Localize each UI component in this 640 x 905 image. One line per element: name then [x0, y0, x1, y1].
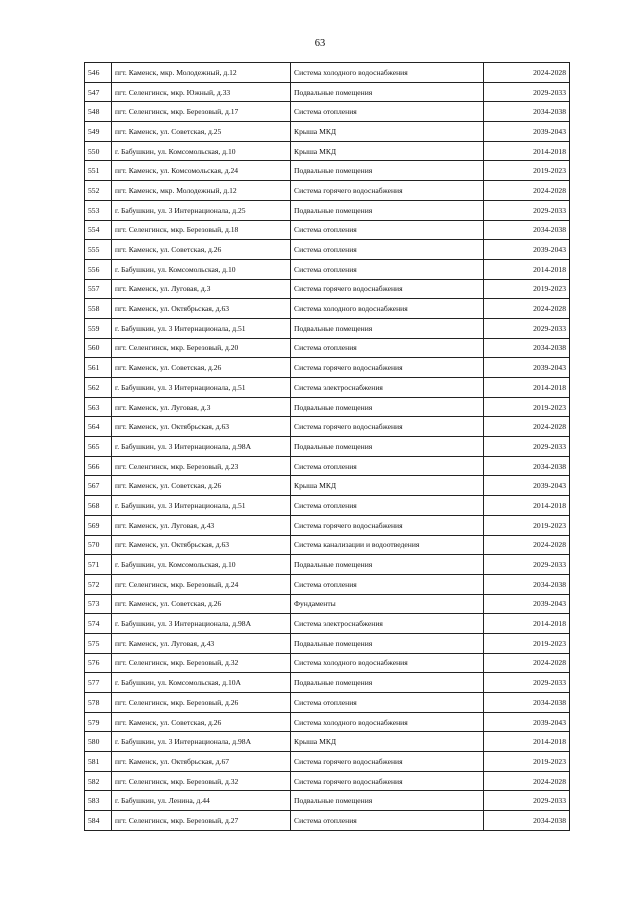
period-cell: 2024-2028 — [484, 653, 570, 673]
system-cell: Подвальные помещения — [291, 397, 484, 417]
period-cell: 2034-2038 — [484, 574, 570, 594]
address-cell: пгт. Селенгинск, мкр. Березовый, д.26 — [112, 693, 291, 713]
address-cell: пгт. Каменск, ул. Советская, д.26 — [112, 476, 291, 496]
table-row — [85, 63, 570, 83]
system-cell: Система холодного водоснабжения — [291, 653, 484, 673]
address-cell: пгт. Каменск, ул. Советская, д.25 — [112, 122, 291, 142]
system-cell: Система холодного водоснабжения — [291, 299, 484, 319]
table-row — [85, 259, 570, 279]
system-cell: Подвальные помещения — [291, 318, 484, 338]
table-row — [85, 397, 570, 417]
row-number: 550 — [85, 141, 112, 161]
row-number: 555 — [85, 240, 112, 260]
address-cell: пгт. Каменск, мкр. Молодежный, д.12 — [112, 63, 291, 83]
row-number: 559 — [85, 318, 112, 338]
address-cell: пгт. Каменск, ул. Луговая, д.3 — [112, 279, 291, 299]
address-cell: пгт. Селенгинск, мкр. Березовый, д.32 — [112, 771, 291, 791]
period-cell: 2014-2018 — [484, 496, 570, 516]
address-cell: пгт. Каменск, ул. Луговая, д.43 — [112, 633, 291, 653]
period-cell: 2019-2023 — [484, 752, 570, 772]
system-cell: Подвальные помещения — [291, 437, 484, 457]
address-cell: пгт. Каменск, ул. Советская, д.26 — [112, 358, 291, 378]
table-row — [85, 437, 570, 457]
table-row — [85, 240, 570, 260]
period-cell: 2029-2033 — [484, 200, 570, 220]
table-row — [85, 633, 570, 653]
table-row — [85, 82, 570, 102]
table-row — [85, 732, 570, 752]
period-cell: 2014-2018 — [484, 259, 570, 279]
table-row — [85, 161, 570, 181]
table-row — [85, 417, 570, 437]
row-number: 569 — [85, 515, 112, 535]
system-cell: Система электроснабжения — [291, 378, 484, 398]
system-cell: Система холодного водоснабжения — [291, 712, 484, 732]
row-number: 557 — [85, 279, 112, 299]
row-number: 564 — [85, 417, 112, 437]
row-number: 576 — [85, 653, 112, 673]
table-row — [85, 299, 570, 319]
table-row — [85, 358, 570, 378]
system-cell: Подвальные помещения — [291, 791, 484, 811]
period-cell: 2029-2033 — [484, 82, 570, 102]
row-number: 549 — [85, 122, 112, 142]
table-row — [85, 122, 570, 142]
address-cell: г. Бабушкин, ул. Комсомольская, д.10 — [112, 555, 291, 575]
address-cell: пгт. Каменск, ул. Октябрьская, д.63 — [112, 417, 291, 437]
system-cell: Система отопления — [291, 338, 484, 358]
system-cell: Система отопления — [291, 259, 484, 279]
row-number: 563 — [85, 397, 112, 417]
period-cell: 2014-2018 — [484, 614, 570, 634]
system-cell: Подвальные помещения — [291, 161, 484, 181]
period-cell: 2014-2018 — [484, 378, 570, 398]
address-cell: пгт. Каменск, ул. Октябрьская, д.67 — [112, 752, 291, 772]
address-cell: пгт. Селенгинск, мкр. Березовый, д.27 — [112, 811, 291, 831]
address-cell: пгт. Каменск, ул. Советская, д.26 — [112, 240, 291, 260]
system-cell: Крыша МКД — [291, 141, 484, 161]
system-cell: Система горячего водоснабжения — [291, 279, 484, 299]
table-row — [85, 279, 570, 299]
system-cell: Крыша МКД — [291, 476, 484, 496]
table-row — [85, 515, 570, 535]
system-cell: Система горячего водоснабжения — [291, 515, 484, 535]
table-row — [85, 476, 570, 496]
period-cell: 2014-2018 — [484, 732, 570, 752]
row-number: 584 — [85, 811, 112, 831]
period-cell: 2014-2018 — [484, 141, 570, 161]
row-number: 582 — [85, 771, 112, 791]
row-number: 548 — [85, 102, 112, 122]
address-cell: пгт. Селенгинск, мкр. Березовый, д.32 — [112, 653, 291, 673]
table-row — [85, 496, 570, 516]
table-row — [85, 338, 570, 358]
table-row — [85, 693, 570, 713]
period-cell: 2034-2038 — [484, 811, 570, 831]
address-cell: пгт. Селенгинск, мкр. Березовый, д.18 — [112, 220, 291, 240]
address-cell: пгт. Каменск, ул. Комсомольская, д.24 — [112, 161, 291, 181]
row-number: 572 — [85, 574, 112, 594]
table-row — [85, 535, 570, 555]
address-cell: г. Бабушкин, ул. 3 Интернационала, д.25 — [112, 200, 291, 220]
system-cell: Система горячего водоснабжения — [291, 752, 484, 772]
period-cell: 2039-2043 — [484, 712, 570, 732]
system-cell: Система отопления — [291, 240, 484, 260]
address-cell: пгт. Селенгинск, мкр. Березовый, д.23 — [112, 456, 291, 476]
period-cell: 2024-2028 — [484, 63, 570, 83]
address-cell: пгт. Селенгинск, мкр. Березовый, д.20 — [112, 338, 291, 358]
table-row — [85, 318, 570, 338]
system-cell: Крыша МКД — [291, 122, 484, 142]
row-number: 583 — [85, 791, 112, 811]
table-row — [85, 574, 570, 594]
table-row — [85, 614, 570, 634]
system-cell: Крыша МКД — [291, 732, 484, 752]
system-cell: Система отопления — [291, 693, 484, 713]
row-number: 565 — [85, 437, 112, 457]
address-cell: г. Бабушкин, ул. Комсомольская, д.10А — [112, 673, 291, 693]
address-cell: г. Бабушкин, ул. 3 Интернационала, д.51 — [112, 378, 291, 398]
period-cell: 2024-2028 — [484, 417, 570, 437]
period-cell: 2019-2023 — [484, 161, 570, 181]
row-number: 562 — [85, 378, 112, 398]
address-cell: пгт. Селенгинск, мкр. Березовый, д.24 — [112, 574, 291, 594]
row-number: 551 — [85, 161, 112, 181]
address-cell: г. Бабушкин, ул. 3 Интернационала, д.98А — [112, 732, 291, 752]
address-cell: пгт. Каменск, ул. Советская, д.26 — [112, 712, 291, 732]
period-cell: 2019-2023 — [484, 633, 570, 653]
table-row — [85, 594, 570, 614]
table-row — [85, 811, 570, 831]
schedule-table — [84, 62, 570, 831]
system-cell: Подвальные помещения — [291, 633, 484, 653]
system-cell: Система горячего водоснабжения — [291, 181, 484, 201]
row-number: 571 — [85, 555, 112, 575]
address-cell: пгт. Селенгинск, мкр. Березовый, д.17 — [112, 102, 291, 122]
system-cell: Система электроснабжения — [291, 614, 484, 634]
system-cell: Система отопления — [291, 811, 484, 831]
table-row — [85, 102, 570, 122]
table-row — [85, 456, 570, 476]
address-cell: пгт. Каменск, ул. Луговая, д.43 — [112, 515, 291, 535]
row-number: 566 — [85, 456, 112, 476]
row-number: 547 — [85, 82, 112, 102]
row-number: 552 — [85, 181, 112, 201]
address-cell: пгт. Каменск, ул. Октябрьская, д.63 — [112, 535, 291, 555]
table-row — [85, 791, 570, 811]
table-row — [85, 181, 570, 201]
row-number: 578 — [85, 693, 112, 713]
address-cell: г. Бабушкин, ул. 3 Интернационала, д.98А — [112, 614, 291, 634]
row-number: 581 — [85, 752, 112, 772]
system-cell: Система горячего водоснабжения — [291, 358, 484, 378]
system-cell: Подвальные помещения — [291, 555, 484, 575]
period-cell: 2029-2033 — [484, 437, 570, 457]
row-number: 553 — [85, 200, 112, 220]
row-number: 558 — [85, 299, 112, 319]
period-cell: 2029-2033 — [484, 673, 570, 693]
period-cell: 2034-2038 — [484, 102, 570, 122]
table-row — [85, 752, 570, 772]
table-row — [85, 141, 570, 161]
period-cell: 2019-2023 — [484, 279, 570, 299]
system-cell: Система горячего водоснабжения — [291, 417, 484, 437]
address-cell: пгт. Каменск, ул. Советская, д.26 — [112, 594, 291, 614]
system-cell: Система холодного водоснабжения — [291, 63, 484, 83]
period-cell: 2039-2043 — [484, 240, 570, 260]
row-number: 573 — [85, 594, 112, 614]
system-cell: Подвальные помещения — [291, 200, 484, 220]
table-row — [85, 220, 570, 240]
period-cell: 2039-2043 — [484, 476, 570, 496]
period-cell: 2034-2038 — [484, 693, 570, 713]
address-cell: г. Бабушкин, ул. 3 Интернационала, д.51 — [112, 496, 291, 516]
table-row — [85, 673, 570, 693]
system-cell: Система отопления — [291, 496, 484, 516]
system-cell: Подвальные помещения — [291, 82, 484, 102]
row-number: 570 — [85, 535, 112, 555]
period-cell: 2039-2043 — [484, 122, 570, 142]
table-row — [85, 712, 570, 732]
period-cell: 2029-2033 — [484, 318, 570, 338]
address-cell: г. Бабушкин, ул. Комсомольская, д.10 — [112, 259, 291, 279]
address-cell: пгт. Каменск, ул. Октябрьская, д.63 — [112, 299, 291, 319]
row-number: 554 — [85, 220, 112, 240]
period-cell: 2034-2038 — [484, 338, 570, 358]
period-cell: 2024-2028 — [484, 299, 570, 319]
row-number: 561 — [85, 358, 112, 378]
period-cell: 2034-2038 — [484, 220, 570, 240]
period-cell: 2034-2038 — [484, 456, 570, 476]
period-cell: 2024-2028 — [484, 181, 570, 201]
address-cell: г. Бабушкин, ул. 3 Интернационала, д.98А — [112, 437, 291, 457]
row-number: 568 — [85, 496, 112, 516]
period-cell: 2019-2023 — [484, 515, 570, 535]
system-cell: Фундаменты — [291, 594, 484, 614]
address-cell: г. Бабушкин, ул. Ленина, д.44 — [112, 791, 291, 811]
address-cell: пгт. Каменск, ул. Луговая, д.3 — [112, 397, 291, 417]
row-number: 556 — [85, 259, 112, 279]
row-number: 580 — [85, 732, 112, 752]
table-row — [85, 200, 570, 220]
row-number: 560 — [85, 338, 112, 358]
row-number: 575 — [85, 633, 112, 653]
table-row — [85, 555, 570, 575]
system-cell: Подвальные помещения — [291, 673, 484, 693]
period-cell: 2039-2043 — [484, 358, 570, 378]
period-cell: 2029-2033 — [484, 555, 570, 575]
period-cell: 2024-2028 — [484, 535, 570, 555]
address-cell: г. Бабушкин, ул. Комсомольская, д.10 — [112, 141, 291, 161]
row-number: 574 — [85, 614, 112, 634]
system-cell: Система отопления — [291, 456, 484, 476]
table-row — [85, 378, 570, 398]
page-number: 63 — [314, 38, 326, 49]
system-cell: Система отопления — [291, 220, 484, 240]
period-cell: 2029-2033 — [484, 791, 570, 811]
system-cell: Система канализации и водоотведения — [291, 535, 484, 555]
system-cell: Система отопления — [291, 574, 484, 594]
schedule-table-body — [85, 63, 570, 831]
address-cell: г. Бабушкин, ул. 3 Интернационала, д.51 — [112, 318, 291, 338]
row-number: 546 — [85, 63, 112, 83]
row-number: 579 — [85, 712, 112, 732]
period-cell: 2024-2028 — [484, 771, 570, 791]
system-cell: Система горячего водоснабжения — [291, 771, 484, 791]
table-row — [85, 653, 570, 673]
address-cell: пгт. Каменск, мкр. Молодежный, д.12 — [112, 181, 291, 201]
period-cell: 2039-2043 — [484, 594, 570, 614]
address-cell: пгт. Селенгинск, мкр. Южный, д.33 — [112, 82, 291, 102]
row-number: 577 — [85, 673, 112, 693]
table-row — [85, 771, 570, 791]
system-cell: Система отопления — [291, 102, 484, 122]
period-cell: 2019-2023 — [484, 397, 570, 417]
row-number: 567 — [85, 476, 112, 496]
